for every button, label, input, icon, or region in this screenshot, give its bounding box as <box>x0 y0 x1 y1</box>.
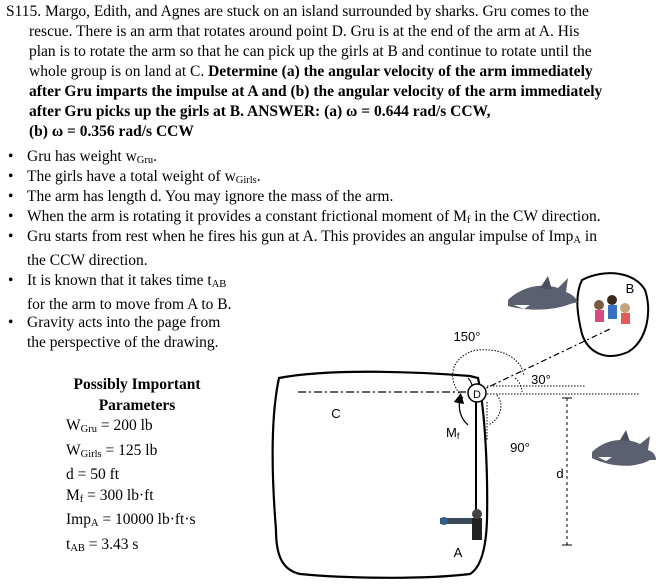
parameters-title-2: Parameters <box>98 396 176 414</box>
label-d: D <box>473 389 481 401</box>
problem-line-5-text: after Gru imparts the impulse at A and (b) the angular velocity of the arm immediately <box>29 83 603 100</box>
girls-figure <box>594 295 630 324</box>
given-text-line2: for the arm to move from A to B. <box>27 296 232 313</box>
problem-line-6-text: after Gru picks up the girls at B. ANSWER: (a) ω = 0.644 rad/s CCW, <box>29 103 491 120</box>
angle-arc-30 <box>515 378 522 392</box>
given-text: Gru starts from rest when he fires his gun at A. This provides an angular impulse of Imp <box>27 228 574 245</box>
given-text-end: . <box>256 168 261 185</box>
given-text: Gru has weight w <box>27 148 137 165</box>
label-a: A <box>453 545 463 560</box>
label-mf-main: M <box>446 425 457 440</box>
angle-label-150: 150° <box>453 329 481 344</box>
given-text: Gravity acts into the page from <box>27 314 221 331</box>
given-subscript: f <box>466 215 471 226</box>
given-text: When the arm is rotating it provides a constant frictional moment of M <box>27 208 467 225</box>
bullet-icon: • <box>8 188 14 205</box>
bullet-icon: • <box>8 314 14 331</box>
given-subscript: AB <box>211 279 227 290</box>
given-text-end: . <box>153 148 157 165</box>
given-text-end: in the CW direction. <box>470 208 601 225</box>
problem-line-2: rescue. There is an arm that rotates around point D. Gru is at the end of the arm at A. His <box>29 23 580 40</box>
param-w-girls: WGirls = 125 lb <box>66 441 158 460</box>
shark-icon <box>508 276 578 310</box>
bullet-icon: • <box>8 148 14 165</box>
problem-line-4b: Determine (a) the angular velocity of the arm immediately <box>208 63 593 80</box>
friction-moment-arrow <box>459 398 468 425</box>
label-mf <box>446 425 460 441</box>
gru-figure <box>440 509 482 540</box>
given-text-line2: the CCW direction. <box>27 252 148 269</box>
param-imp-a: ImpA = 10000 lb·ft·s <box>66 511 196 529</box>
bullet-icon: • <box>8 208 14 225</box>
given-text: The arm has length d. You may ignore the mass of the arm. <box>27 188 394 205</box>
label-mf-sub: f <box>456 431 460 441</box>
bullet-icon: • <box>8 272 14 289</box>
given-subscript: Gru <box>136 155 154 166</box>
bullet-icon: • <box>8 228 14 245</box>
bullet-icon: • <box>8 168 14 185</box>
angle-label-90: 90° <box>510 440 530 455</box>
label-d-length: d <box>556 466 564 481</box>
given-text-line2: the perspective of the drawing. <box>27 334 219 351</box>
problem-line-3: plan is to rotate the arm so that he can pick up the girls at B and continue to rotate until the <box>29 43 592 60</box>
label-b: B <box>625 281 635 296</box>
param-mf: Mf = 300 lb·ft <box>66 486 154 505</box>
param-w-gru: WGru = 200 lb <box>66 417 153 435</box>
problem-line-1: S115. Margo, Edith, and Agnes are stuck on an island surrounded by sharks. Gru comes to the <box>6 3 589 20</box>
param-d: d = 50 ft <box>66 466 120 483</box>
angle-label-30: 30° <box>531 372 551 387</box>
param-t-ab: tAB = 3.43 s <box>66 535 139 554</box>
problem-line-7-text: (b) ω = 0.356 rad/s CCW <box>29 123 194 140</box>
parameters-title-1: Possibly Important <box>73 376 201 393</box>
angle-arc-150 <box>453 350 524 398</box>
given-subscript: A <box>573 235 582 246</box>
label-c: C <box>331 406 341 421</box>
problem-line-4a: whole group is on land at C. <box>29 63 209 80</box>
given-subscript: Girls <box>235 175 257 186</box>
angle-arc-90 <box>488 395 501 425</box>
given-text: It is known that it takes time t <box>27 272 212 289</box>
given-text: The girls have a total weight of w <box>27 168 236 185</box>
given-text-end: in <box>581 228 597 245</box>
shark-icon <box>592 430 656 466</box>
